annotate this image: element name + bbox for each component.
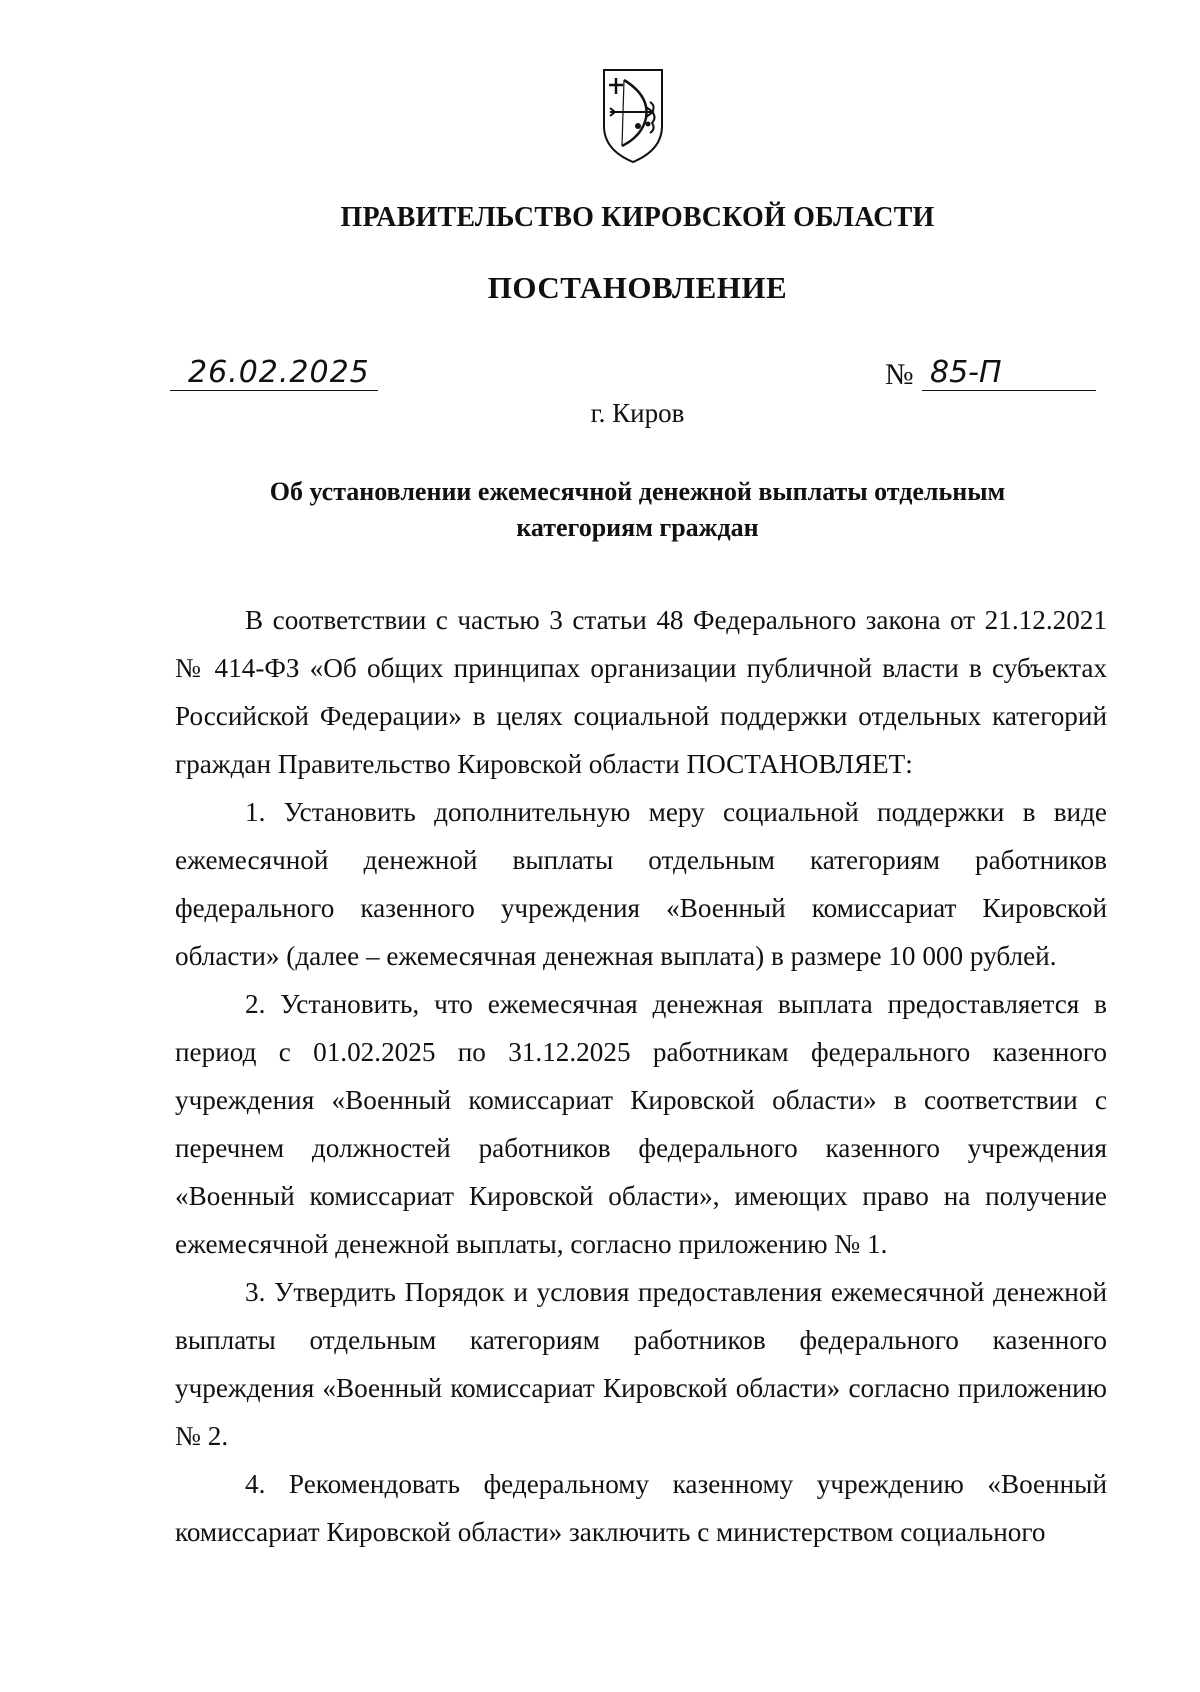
document-date: 26.02.2025 [170, 356, 378, 391]
organization-name: ПРАВИТЕЛЬСТВО КИРОВСКОЙ ОБЛАСТИ [340, 202, 935, 233]
document-body [175, 596, 1107, 1556]
title-line-2: категориям граждан [516, 513, 759, 542]
document-title [175, 474, 1100, 546]
paragraph-3: 3. Утвердить Порядок и условия предоставления ежемесячной денежной выплаты отдельным категориям работников федерального казенного учреждения «Военный комиссариат Кировской области» согласно приложению № 2. [175, 1277, 1107, 1451]
title-line-1: Об установлении ежемесячной денежной выплаты отдельным [269, 477, 1006, 506]
paragraph-2: 2. Установить, что ежемесячная денежная выплата предоставляется в период с 01.02.2025 по 31.12.2025 работникам федерального казенного учреждения «Военный комиссариат Кировской области» в соответствии с перечнем должностей работников федерального казенного учреждения «Военный комиссариат Кировской области», имеющих право на получение ежемесячной денежной выплаты, согласно приложению № 1. [175, 989, 1107, 1259]
number-label: № [885, 358, 914, 391]
paragraph-4: 4. Рекомендовать федеральному казенному учреждению «Военный комиссариат Кировской области» заключить с министерством социального [175, 1469, 1107, 1547]
document-number: 85-П [922, 356, 1096, 391]
document-type: ПОСТАНОВЛЕНИЕ [487, 270, 788, 305]
paragraph-preamble: В соответствии с частью 3 статьи 48 Федерального закона от 21.12.2021 № 414-ФЗ «Об общих принципах организации публичной власти в субъектах Российской Федерации» в целях социальной поддержки отдельных категорий граждан Правительство Кировской области ПОСТАНОВЛЯЕТ: [175, 605, 1107, 779]
city: г. Киров [590, 398, 685, 428]
paragraph-1: 1. Установить дополнительную меру социальной поддержки в виде ежемесячной денежной выплаты отдельным категориям работников федерального казенного учреждения «Военный комиссариат Кировской области» (далее – ежемесячная денежная выплата) в размере 10 000 рублей. [175, 797, 1107, 971]
coat-of-arms-icon [598, 66, 668, 166]
